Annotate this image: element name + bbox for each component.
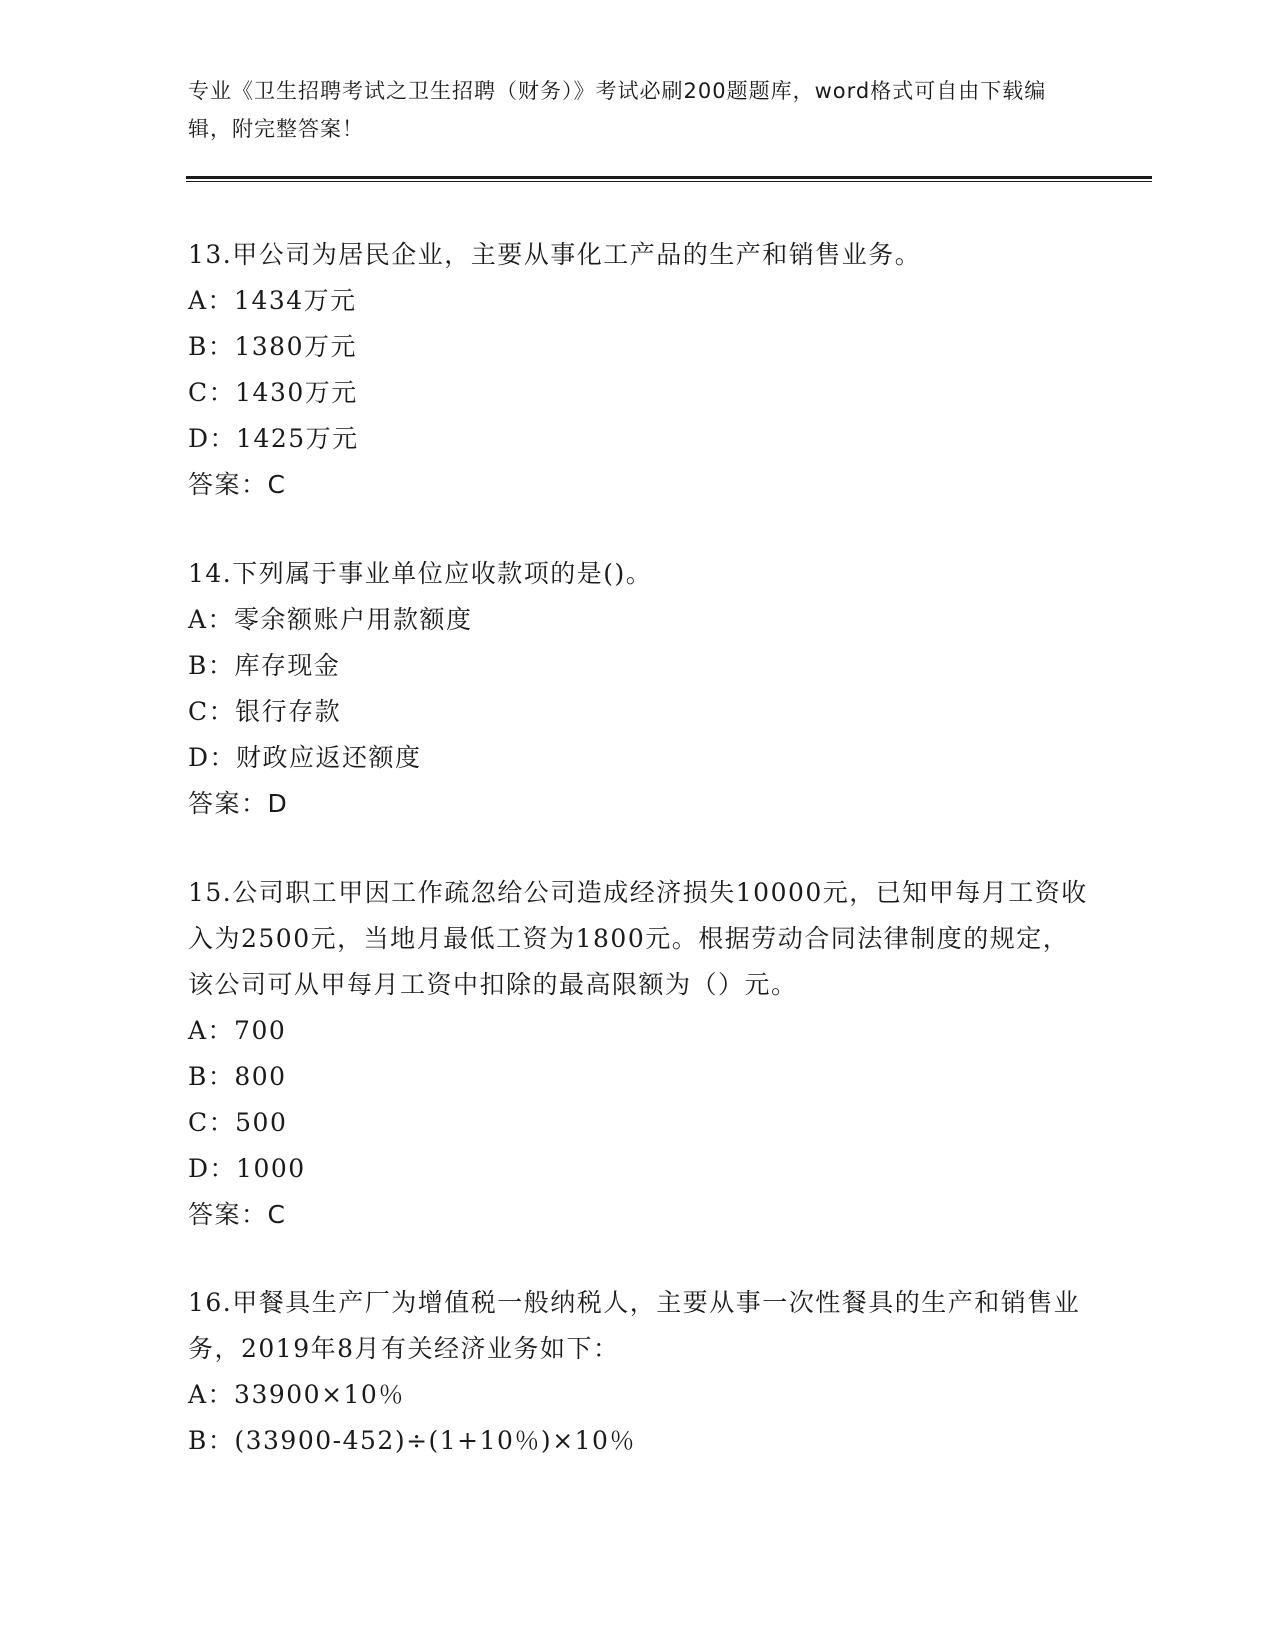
option-d: D：1000 [188, 1154, 306, 1183]
option-c: C：1430万元 [188, 378, 358, 407]
header-divider-thin [186, 181, 1152, 182]
question-stem: 16.甲餐具生产厂为增值税一般纳税人，主要从事一次性餐具的生产和销售业务，2019年8月有关经济业务如下： [188, 1288, 1081, 1363]
option-b: B：库存现金 [188, 651, 341, 680]
option-a: A：33900×10％ [188, 1380, 405, 1409]
answer: 答案：C [188, 470, 287, 499]
option-c: C：500 [188, 1108, 288, 1137]
option-d: D：1425万元 [188, 424, 359, 453]
option-d: D：财政应返还额度 [188, 743, 422, 772]
question-13 [188, 232, 1088, 508]
option-a: A：700 [188, 1016, 287, 1045]
header-divider [186, 176, 1152, 179]
question-15 [188, 870, 1088, 1238]
question-stem: 13.甲公司为居民企业，主要从事化工产品的生产和销售业务。 [188, 240, 922, 269]
option-b: B：1380万元 [188, 332, 357, 361]
option-c: C：银行存款 [188, 697, 342, 726]
question-14 [188, 551, 1088, 827]
question-16 [188, 1280, 1088, 1464]
option-a: A：1434万元 [188, 286, 357, 315]
option-b: B：(33900-452)÷(1+10％)×10％ [188, 1426, 636, 1455]
option-b: B：800 [188, 1062, 287, 1091]
question-stem: 14.下列属于事业单位应收款项的是()。 [188, 559, 653, 588]
answer: 答案：D [188, 789, 289, 818]
answer: 答案：C [188, 1200, 287, 1229]
question-stem: 15.公司职工甲因工作疏忽给公司造成经济损失10000元，已知甲每月工资收入为2500元，当地月最低工资为1800元。根据劳动合同法律制度的规定，该公司可从甲每月工资中扣除的最高限额为（）元。 [188, 878, 1088, 999]
option-a: A：零余额账户用款额度 [188, 605, 473, 634]
intro-text: 专业《卫生招聘考试之卫生招聘（财务）》考试必刷200题题库，word格式可自由下载编辑，附完整答案！ [188, 79, 1047, 141]
